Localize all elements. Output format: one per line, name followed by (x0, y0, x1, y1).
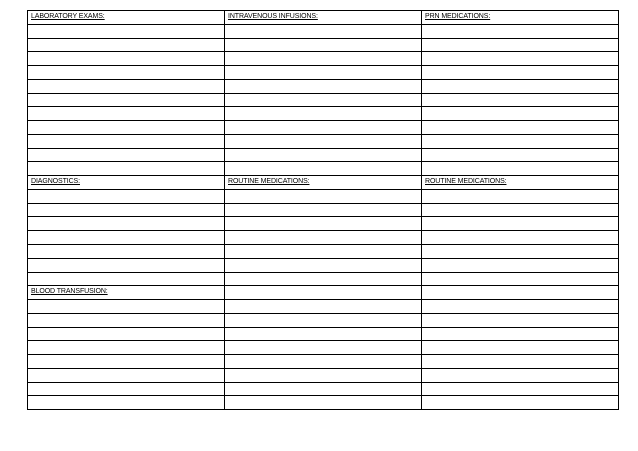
routine-medications-entry-row[interactable] (225, 190, 421, 204)
section-header-row (28, 176, 224, 190)
routine-medications-entry-row[interactable] (225, 341, 421, 355)
routine-medications-entry-row[interactable] (225, 217, 421, 231)
laboratory-exams-entry-row[interactable] (28, 66, 224, 80)
laboratory-exams-entry-row[interactable] (28, 94, 224, 108)
diagnostics-entry-row[interactable] (28, 259, 224, 273)
routine-medications-entry-row[interactable] (422, 204, 618, 218)
diagnostics-entry-row[interactable] (28, 231, 224, 245)
routine-medications-entry-row[interactable] (422, 273, 618, 287)
routine-medications-entry-row[interactable] (225, 245, 421, 259)
routine-medications-entry-row[interactable] (225, 259, 421, 273)
prn-medications-entry-row[interactable] (422, 121, 618, 135)
diagnostics-entry-row[interactable] (28, 204, 224, 218)
routine-medications-entry-row[interactable] (225, 355, 421, 369)
routine-medications-entry-row[interactable] (225, 273, 421, 287)
routine-medications-entry-row[interactable] (422, 300, 618, 314)
routine-medications-label: ROUTINE MEDICATIONS: (425, 178, 507, 186)
prn-medications-entry-row[interactable] (422, 66, 618, 80)
blood-transfusion-label: BLOOD TRANSFUSION: (31, 288, 108, 296)
form-column-3 (421, 11, 618, 409)
routine-medications-entry-row[interactable] (422, 328, 618, 342)
prn-medications-entry-row[interactable] (422, 149, 618, 163)
routine-medications-entry-row[interactable] (422, 341, 618, 355)
prn-medications-entry-row[interactable] (422, 162, 618, 176)
routine-medications-entry-row[interactable] (225, 383, 421, 397)
prn-medications-entry-row[interactable] (422, 135, 618, 149)
routine-medications-entry-row[interactable] (422, 396, 618, 409)
laboratory-exams-entry-row[interactable] (28, 162, 224, 176)
routine-medications-entry-row[interactable] (422, 314, 618, 328)
routine-medications-entry-row[interactable] (225, 204, 421, 218)
diagnostics-label: DIAGNOSTICS: (31, 178, 80, 186)
routine-medications-entry-row[interactable] (225, 231, 421, 245)
blood-transfusion-entry-row[interactable] (28, 300, 224, 314)
intravenous-infusions-entry-row[interactable] (225, 107, 421, 121)
intravenous-infusions-entry-row[interactable] (225, 25, 421, 39)
routine-medications-entry-row[interactable] (422, 383, 618, 397)
laboratory-exams-entry-row[interactable] (28, 39, 224, 53)
blood-transfusion-entry-row[interactable] (28, 369, 224, 383)
intravenous-infusions-label: INTRAVENOUS INFUSIONS: (228, 13, 318, 20)
intravenous-infusions-entry-row[interactable] (225, 80, 421, 94)
section-header-row (28, 11, 224, 25)
diagnostics-entry-row[interactable] (28, 273, 224, 287)
section-header-row (225, 176, 421, 190)
laboratory-exams-entry-row[interactable] (28, 25, 224, 39)
routine-medications-entry-row[interactable] (422, 190, 618, 204)
laboratory-exams-entry-row[interactable] (28, 121, 224, 135)
form-column-2 (224, 11, 421, 409)
routine-medications-entry-row[interactable] (422, 369, 618, 383)
intravenous-infusions-entry-row[interactable] (225, 94, 421, 108)
section-header-row (422, 11, 618, 25)
intravenous-infusions-entry-row[interactable] (225, 135, 421, 149)
routine-medications-entry-row[interactable] (422, 245, 618, 259)
routine-medications-entry-row[interactable] (225, 286, 421, 300)
prn-medications-entry-row[interactable] (422, 25, 618, 39)
prn-medications-entry-row[interactable] (422, 94, 618, 108)
section-header-row (225, 11, 421, 25)
prn-medications-entry-row[interactable] (422, 39, 618, 53)
blood-transfusion-entry-row[interactable] (28, 383, 224, 397)
intravenous-infusions-entry-row[interactable] (225, 39, 421, 53)
routine-medications-entry-row[interactable] (422, 217, 618, 231)
prn-medications-entry-row[interactable] (422, 80, 618, 94)
diagnostics-entry-row[interactable] (28, 217, 224, 231)
laboratory-exams-entry-row[interactable] (28, 80, 224, 94)
section-header-row (28, 286, 224, 300)
routine-medications-entry-row[interactable] (422, 286, 618, 300)
routine-medications-entry-row[interactable] (225, 328, 421, 342)
intravenous-infusions-entry-row[interactable] (225, 52, 421, 66)
blood-transfusion-entry-row[interactable] (28, 341, 224, 355)
diagnostics-entry-row[interactable] (28, 190, 224, 204)
routine-medications-entry-row[interactable] (225, 300, 421, 314)
prn-medications-label: PRN MEDICATIONS: (425, 13, 491, 20)
care-plan-form-grid (27, 10, 619, 410)
prn-medications-entry-row[interactable] (422, 107, 618, 121)
blood-transfusion-entry-row[interactable] (28, 314, 224, 328)
section-header-row (422, 176, 618, 190)
intravenous-infusions-entry-row[interactable] (225, 149, 421, 163)
blood-transfusion-entry-row[interactable] (28, 396, 224, 409)
blood-transfusion-entry-row[interactable] (28, 355, 224, 369)
laboratory-exams-label: LABORATORY EXAMS: (31, 13, 105, 20)
routine-medications-entry-row[interactable] (422, 355, 618, 369)
intravenous-infusions-entry-row[interactable] (225, 121, 421, 135)
intravenous-infusions-entry-row[interactable] (225, 66, 421, 80)
routine-medications-label: ROUTINE MEDICATIONS: (228, 178, 310, 186)
intravenous-infusions-entry-row[interactable] (225, 162, 421, 176)
form-column-1 (28, 11, 224, 409)
routine-medications-entry-row[interactable] (225, 369, 421, 383)
laboratory-exams-entry-row[interactable] (28, 52, 224, 66)
laboratory-exams-entry-row[interactable] (28, 149, 224, 163)
routine-medications-entry-row[interactable] (225, 314, 421, 328)
laboratory-exams-entry-row[interactable] (28, 135, 224, 149)
laboratory-exams-entry-row[interactable] (28, 107, 224, 121)
routine-medications-entry-row[interactable] (422, 259, 618, 273)
diagnostics-entry-row[interactable] (28, 245, 224, 259)
prn-medications-entry-row[interactable] (422, 52, 618, 66)
blood-transfusion-entry-row[interactable] (28, 328, 224, 342)
routine-medications-entry-row[interactable] (225, 396, 421, 409)
routine-medications-entry-row[interactable] (422, 231, 618, 245)
